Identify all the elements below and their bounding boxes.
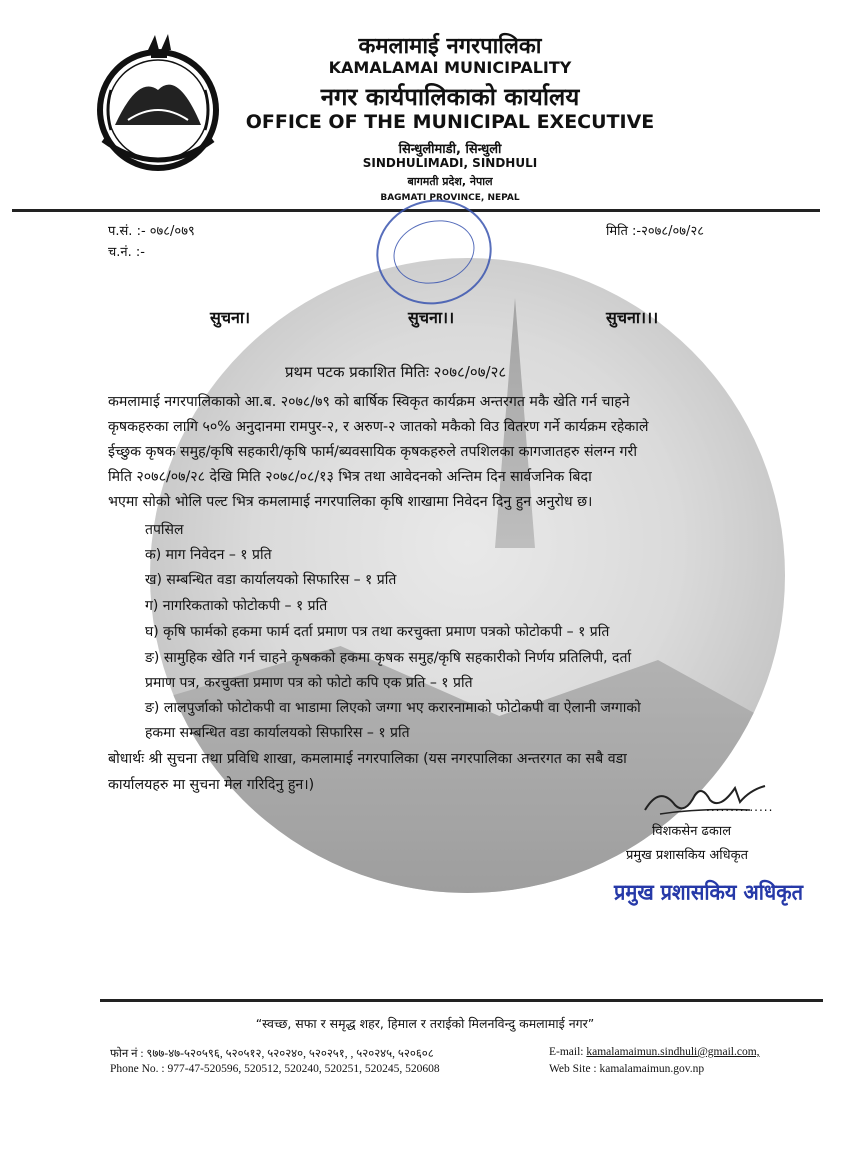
email-link[interactable]: kamalamaimun.sindhuli@gmail.com, [586, 1046, 760, 1058]
list-heading: तपसिल [145, 522, 184, 538]
list-item: घ) कृषि फार्मको हकमा फार्म दर्ता प्रमाण पत्र तथा करचुक्ता प्रमाण पत्रको फोटोकपी – १ प्रति [145, 624, 610, 640]
list-item: हकमा सम्बन्धित वडा कार्यालयको सिफारिस – १ प्रति [145, 725, 410, 741]
list-item: ख) सम्बन्धित वडा कार्यालयको सिफारिस – १ प्रति [145, 572, 397, 588]
province-np: बागमती प्रदेश, नेपाल [407, 175, 493, 188]
body-line: कमलामाई नगरपालिकाको आ.ब. २०७८/७९ को बार्षिक स्विकृत कार्यक्रम अन्तरगत मकै खेति गर्न चाहने [108, 394, 630, 410]
executive-office-en: OFFICE OF THE MUNICIPAL EXECUTIVE [245, 111, 655, 133]
nepal-emblem-icon [93, 30, 223, 180]
list-item: क) माग निवेदन – १ प्रति [145, 547, 272, 563]
office-name-en: KAMALAMAI MUNICIPALITY [328, 58, 572, 77]
body-line: भएमा सोको भोलि पल्ट भित्र कमलामाई नगरपालिका कृषि शाखामा निवेदन दिनु हुन अनुरोध छ। [108, 494, 593, 510]
list-item: प्रमाण पत्र, करचुक्ता प्रमाण पत्र को फोटो कपि एक प्रति – १ प्रति [145, 675, 473, 691]
signature-dots: .............. [706, 800, 774, 814]
copy-to-line: बोधार्थः श्री सुचना तथा प्रविधि शाखा, कमलामाई नगरपालिका (यस नगरपालिका अन्तरगत का सबै वडा [108, 751, 627, 767]
dispatch-number: च.नं. :- [108, 245, 145, 260]
executive-office-np: नगर कार्यपालिकाको कार्यालय [320, 83, 580, 111]
email-line [549, 1046, 760, 1058]
signatory-name: विशकसेन ढकाल [652, 824, 732, 839]
copy-to-line: कार्यालयहरु मा सुचना मेल गरिदिनु हुन।) [108, 777, 315, 793]
email-label: E-mail: [549, 1046, 587, 1058]
body-line: ईच्छुक कृषक समुह/कृषि सहकारी/कृषि फार्म/ब्यवसायिक कृषकहरुले तपशिलका कागजातहरु संलग्न गरी [108, 444, 637, 460]
seal-inner-ring [387, 212, 482, 292]
reference-number: प.सं. :- ०७८/०७९ [108, 224, 195, 239]
place-np: सिन्धुलीमाडी, सिन्धुली [398, 142, 502, 157]
list-item: ङ) लालपुर्जाको फोटोकपी वा भाडामा लिएको जग्गा भए करारनामाको फोटोकपी वा ऐलानी जग्गाको [145, 700, 641, 716]
office-name-np: कमलामाई नगरपालिका [358, 34, 542, 59]
list-item: ग) नागरिकताको फोटोकपी – १ प्रति [145, 598, 328, 614]
body-line: कृषकहरुका लागि ५०% अनुदानमा रामपुर-२, र अरुण-२ जातको मकैको विउ वितरण गर्ने कार्यक्रम रहेकाले [108, 419, 649, 435]
first-published-date: प्रथम पटक प्रकाशित मितिः २०७८/०७/२८ [285, 363, 507, 381]
notice-word-1: सुचना। [210, 308, 251, 327]
website-line[interactable]: Web Site : kamalamaimun.gov.np [549, 1063, 705, 1075]
signatory-title: प्रमुख प्रशासकिय अधिकृत [626, 848, 749, 863]
designation-stamp: प्रमुख प्रशासकिय अधिकृत [614, 879, 803, 905]
body-line: मिति २०७८/०७/२८ देखि मिति २०७८/०८/१३ भित्र तथा आवेदनको अन्तिम दिन सार्वजनिक बिदा [108, 469, 592, 485]
list-item: ङ) सामुहिक खेति गर्न चाहने कृषकको हकमा कृषक समुह/कृषि सहकारीको निर्णय प्रतिलिपी, दर्ता [145, 650, 632, 666]
notice-word-3: सुचना।।। [606, 308, 659, 327]
phone-np: फोन नं : ९७७-४७-५२०५९६, ५२०५१२, ५२०२४०, ५२०२५१, , ५२०२४५, ५२०६०८ [110, 1048, 434, 1060]
place-en: SINDHULIMADI, SINDHULI [362, 156, 538, 170]
phone-en: Phone No. : 977-47-520596, 520512, 520240, 520251, 520245, 520608 [110, 1063, 440, 1075]
municipality-slogan: “स्वच्छ, सफा र समृद्ध शहर, हिमाल र तराईको मिलनविन्दु कमलामाई नगर” [255, 1016, 595, 1031]
notice-word-2: सुचना।। [408, 308, 455, 327]
issue-date: मिति :-२०७८/०७/२८ [606, 224, 704, 239]
footer-divider [100, 999, 823, 1002]
province-en: BAGMATI PROVINCE, NEPAL [380, 193, 520, 203]
